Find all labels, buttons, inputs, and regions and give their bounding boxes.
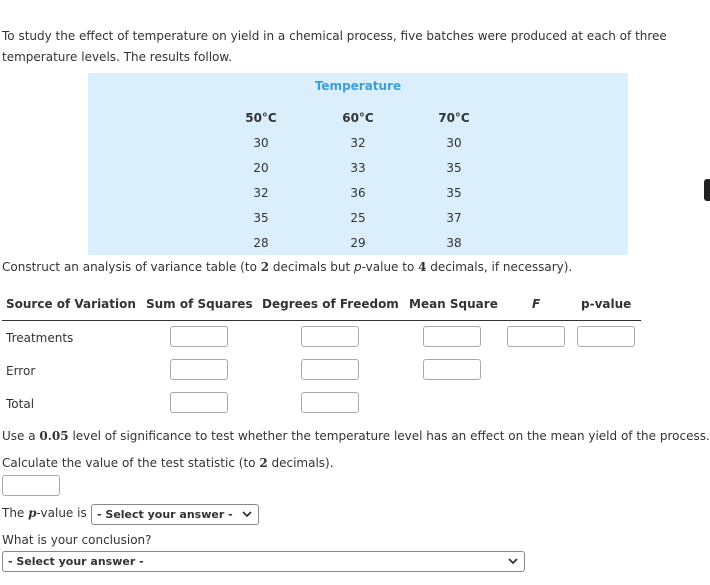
header-source: Source of Variation [6,297,136,311]
temp-cell: 33 [350,161,366,175]
row-label-total: Total [6,397,35,411]
decimals-count: 2 [260,260,270,274]
temp-cell: 32 [350,136,366,150]
temp-header-50: 50°C [245,111,277,125]
header-df: Degrees of Freedom [262,297,399,311]
test-statistic-input[interactable] [2,475,60,496]
instruction-text: decimals but [269,260,355,274]
header-divider [2,320,641,321]
error-ms-input[interactable] [423,359,481,380]
temp-cell: 32 [253,186,269,200]
temp-cell: 25 [350,211,366,225]
p-value-select[interactable] [91,504,259,525]
total-df-input[interactable] [301,392,359,413]
row-label-error: Error [6,364,36,378]
header-sum-squares: Sum of Squares [146,297,253,311]
header-p-value: p-value [581,297,632,311]
temp-cell: 28 [253,236,269,250]
total-ss-input[interactable] [170,392,228,413]
treatments-ss-input[interactable] [170,326,228,347]
conclusion-select[interactable] [2,551,525,572]
treatments-df-input[interactable] [301,326,359,347]
instruction-text: -value to [361,260,419,274]
alpha-value: 0.05 [39,429,69,443]
temp-cell: 30 [253,136,269,150]
p-value-select-value: - Select your answer - [97,508,233,521]
label-text: The [2,506,29,520]
p-symbol: p [28,506,37,520]
decimals-count: 4 [418,260,427,274]
temp-cell: 29 [350,236,366,250]
temp-cell: 38 [446,236,462,250]
chevron-down-icon [242,505,252,524]
error-df-input[interactable] [301,359,359,380]
instruction-text: decimals). [267,456,334,470]
significance-instruction [2,429,710,443]
temp-cell: 30 [446,136,462,150]
p-value-input[interactable] [577,326,635,347]
temperature-table-title: Temperature [314,79,402,93]
label-text: -value is [36,506,87,520]
calc-instruction [2,456,334,470]
row-label-treatments: Treatments [6,331,74,345]
chevron-down-icon [508,552,518,571]
header-mean-square: Mean Square [409,297,498,311]
instruction-text: Use a [2,429,40,443]
temp-header-70: 70°C [438,111,470,125]
temp-cell: 35 [253,211,269,225]
conclusion-select-value: - Select your answer - [8,555,144,568]
problem-intro [2,26,702,68]
temp-cell: 20 [253,161,269,175]
instruction-text: decimals, if necessary). [426,260,573,274]
temp-cell: 36 [350,186,366,200]
intro-line-1: To study the effect of temperature on yield in a chemical process, five batches were produced at each of three [2,29,667,43]
header-f: F [532,297,541,311]
p-value-label [2,506,87,520]
temp-cell: 37 [446,211,462,225]
conclusion-question: What is your conclusion? [2,533,152,547]
scroll-handle[interactable] [704,179,710,201]
treatments-ms-input[interactable] [423,326,481,347]
instruction-text: Calculate the value of the test statistic (to [2,456,260,470]
temp-cell: 35 [446,186,462,200]
intro-line-2: temperature levels. The results follow. [2,50,232,64]
temp-cell: 35 [446,161,462,175]
instruction-text: Construct an analysis of variance table (to [2,260,261,274]
temp-header-60: 60°C [342,111,374,125]
decimals-count: 2 [259,456,268,470]
instruction-text: level of significance to test whether the temperature level has an effect on the mean yield of the process. [68,429,710,443]
p-symbol: p [354,260,362,274]
error-ss-input[interactable] [170,359,228,380]
anova-instruction [2,260,572,274]
f-input[interactable] [507,326,565,347]
